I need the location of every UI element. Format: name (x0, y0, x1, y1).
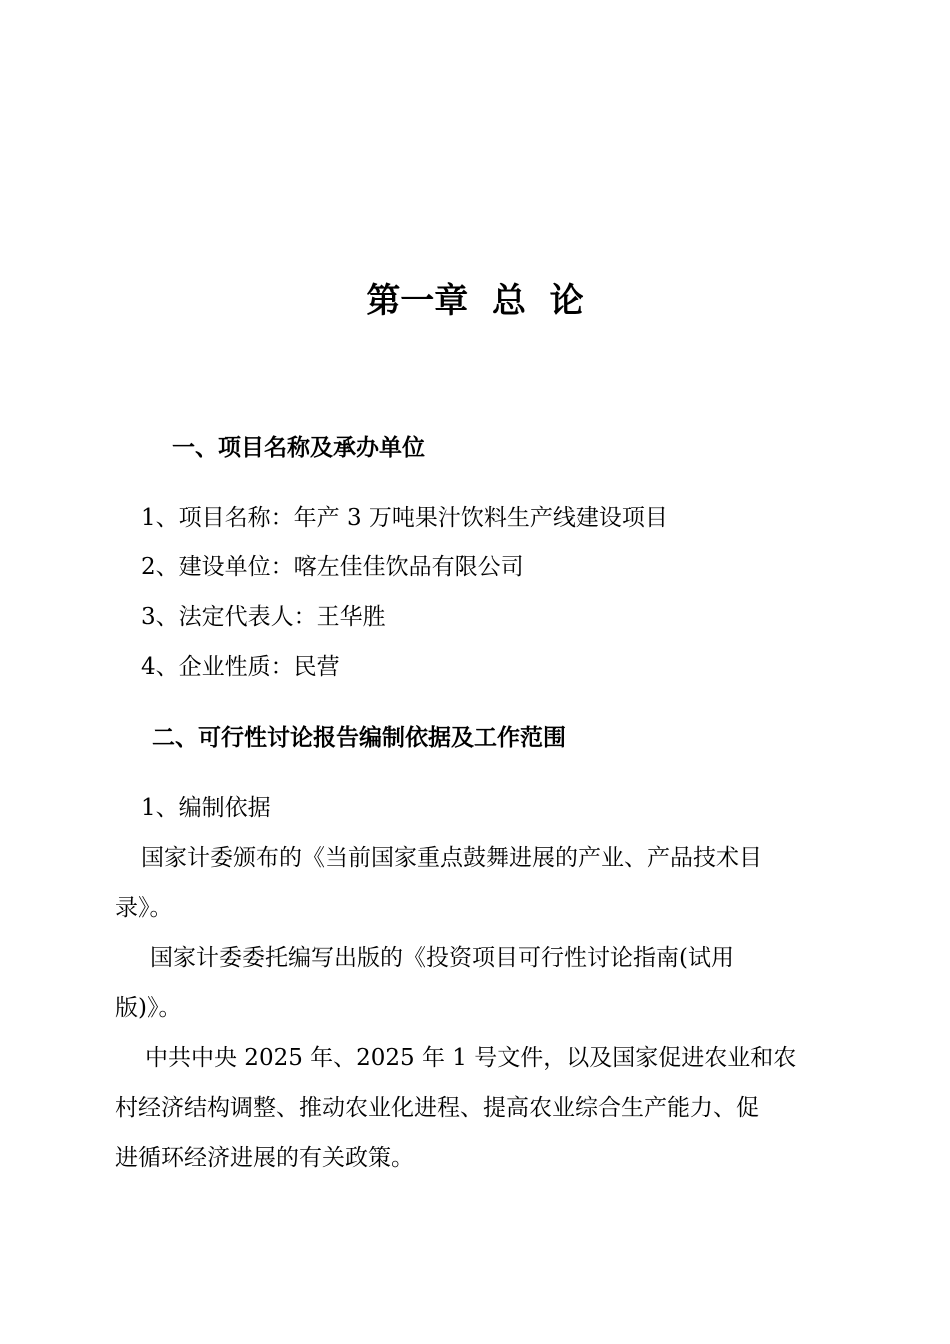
paragraph-3-line-1: 中共中央 2025 年、2025 年 1 号文件，以及国家促进农业和农 (145, 1045, 797, 1071)
item-enterprise-nature: 4、企业性质：民营 (141, 654, 340, 680)
chapter-title: 第一章 总 论 (366, 281, 584, 321)
section-heading-basis-and-scope: 二、可行性讨论报告编制依据及工作范围 (152, 725, 566, 751)
item-legal-representative: 3、法定代表人：王华胜 (141, 604, 386, 630)
section-heading-project-name-and-unit: 一、项目名称及承办单位 (172, 435, 425, 461)
item-project-name: 1、项目名称：年产 3 万吨果汁饮料生产线建设项目 (141, 505, 668, 531)
item-construction-unit: 2、建设单位：喀左佳佳饮品有限公司 (141, 554, 524, 580)
paragraph-2-line-1: 国家计委委托编写出版的《投资项目可行性讨论指南(试用 (150, 945, 734, 971)
paragraph-1-line-1: 国家计委颁布的《当前国家重点鼓舞进展的产业、产品技术目 (141, 845, 762, 871)
paragraph-3-line-3: 进循环经济进展的有关政策。 (115, 1145, 414, 1171)
paragraph-3-line-2: 村经济结构调整、推动农业化进程、提高农业综合生产能力、促 (115, 1095, 759, 1121)
paragraph-2-line-2: 版)》。 (115, 995, 182, 1021)
paragraph-1-line-2: 录》。 (115, 895, 173, 921)
sub-heading-compilation-basis: 1、编制依据 (141, 795, 271, 821)
